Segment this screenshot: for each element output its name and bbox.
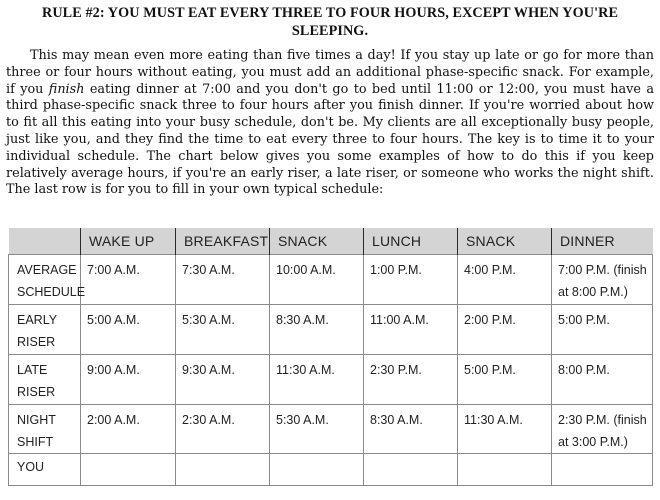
table-row xyxy=(9,404,653,454)
table-cell: 11:30 A.M. xyxy=(270,354,364,404)
blank-cell xyxy=(552,454,653,486)
table-cell: 5:00 P.M. xyxy=(458,354,552,404)
table-cell: 2:00 A.M. xyxy=(81,404,176,454)
table-cell: 11:00 A.M. xyxy=(364,304,458,354)
table-row xyxy=(9,354,653,404)
row-label: EARLY RISER xyxy=(9,304,81,354)
table-cell: 5:00 A.M. xyxy=(81,304,176,354)
blank-cell xyxy=(458,454,552,486)
blank-cell xyxy=(270,454,364,486)
header-cell: SNACK xyxy=(458,228,552,255)
table-cell: 5:30 A.M. xyxy=(176,304,270,354)
meal-schedule-table xyxy=(8,228,653,486)
blank-cell xyxy=(81,454,176,486)
header-cell: BREAKFAST xyxy=(176,228,270,255)
table-cell: 5:00 P.M. xyxy=(552,304,653,354)
table-cell: 4:00 P.M. xyxy=(458,255,552,305)
table-cell: 2:30 A.M. xyxy=(176,404,270,454)
table-cell: 9:30 A.M. xyxy=(176,354,270,404)
blank-cell xyxy=(176,454,270,486)
paragraph-text-2: eating dinner at 7:00 and you don't go to bed until 11:00 or 12:00, you must have a third phase-specific snack three to four hours after you finish dinner. If you're worried about how to fit all this eating into your busy schedule, don't be. My clients are all exceptionally busy people, just like you, and they find the time to eat every three to four hours. The key is to time it to your individual schedule. The chart below gives you some examples of how to do this if you keep relatively average hours, if you're an early riser, a late riser, or someone who works the night shift. The last row is for you to fill in your own typical schedule: xyxy=(6,81,654,198)
body-paragraph xyxy=(6,48,654,199)
blank-cell xyxy=(364,454,458,486)
table-header-row xyxy=(9,228,653,255)
table-cell: 8:30 A.M. xyxy=(364,404,458,454)
table-row xyxy=(9,255,653,305)
table-cell: 2:30 P.M. (finish at 3:00 P.M.) xyxy=(552,404,653,454)
header-cell: LUNCH xyxy=(364,228,458,255)
table-row xyxy=(9,304,653,354)
table-cell: 11:30 A.M. xyxy=(458,404,552,454)
rule-heading: RULE #2: YOU MUST EAT EVERY THREE TO FOUR HOURS, EXCEPT WHEN YOU'RE SLEEPING. xyxy=(41,5,619,39)
table-cell: 7:00 P.M. (finish at 8:00 P.M.) xyxy=(552,255,653,305)
table-cell: 10:00 A.M. xyxy=(270,255,364,305)
table-cell: 8:30 A.M. xyxy=(270,304,364,354)
table-cell: 8:00 P.M. xyxy=(552,354,653,404)
header-cell xyxy=(9,228,81,255)
row-label: LATE RISER xyxy=(9,354,81,404)
row-label: NIGHT SHIFT xyxy=(9,404,81,454)
header-cell: SNACK xyxy=(270,228,364,255)
table-cell: 7:30 A.M. xyxy=(176,255,270,305)
paragraph-text-1: This may mean even more eating than five times a day! If you stay up late or go for more than three or four hours without eating, you must add an additional phase-specific snack. For example, if you xyxy=(6,48,654,97)
table-row xyxy=(9,454,653,486)
table-cell: 2:00 P.M. xyxy=(458,304,552,354)
paragraph-emphasis: finish xyxy=(48,81,85,97)
table-cell: 1:00 P.M. xyxy=(364,255,458,305)
table-cell: 9:00 A.M. xyxy=(81,354,176,404)
table-cell: 2:30 P.M. xyxy=(364,354,458,404)
row-label: AVERAGE SCHEDULE xyxy=(9,255,81,305)
row-label: YOU xyxy=(9,454,81,486)
table-cell: 7:00 A.M. xyxy=(81,255,176,305)
header-cell: WAKE UP xyxy=(81,228,176,255)
table-cell: 5:30 A.M. xyxy=(270,404,364,454)
header-cell: DINNER xyxy=(552,228,653,255)
